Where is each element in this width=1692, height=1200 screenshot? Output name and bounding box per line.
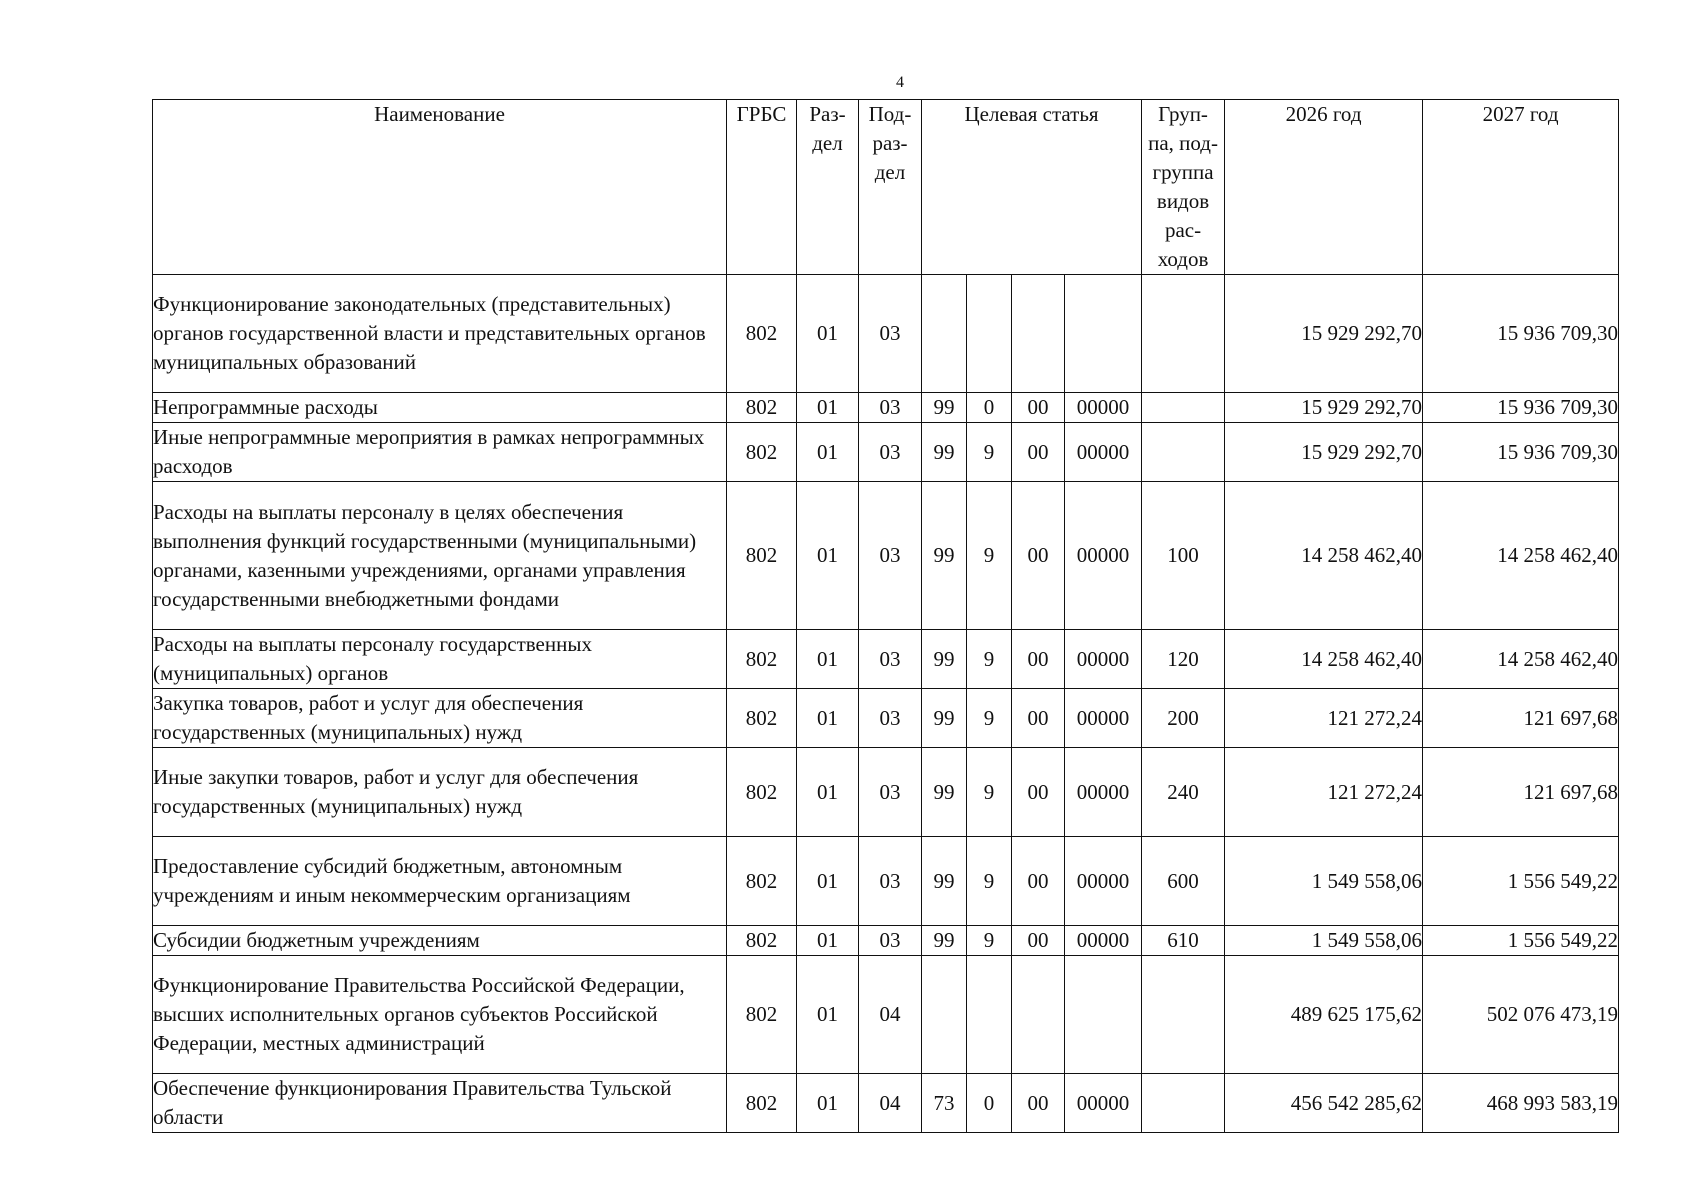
- row-amount-2026: 489 625 175,62: [1225, 956, 1423, 1074]
- row-target-subprogram: 9: [967, 837, 1012, 926]
- header-2026: 2026 год: [1225, 100, 1423, 275]
- row-podrazdel: 03: [859, 748, 922, 837]
- row-target-program: 99: [922, 630, 967, 689]
- row-target-subprogram: 9: [967, 482, 1012, 630]
- row-target-main-event: [1012, 275, 1065, 393]
- header-target-article: Целевая статья: [922, 100, 1142, 275]
- header-name: Наименование: [153, 100, 727, 275]
- row-target-program: [922, 956, 967, 1074]
- row-target-direction: 00000: [1065, 837, 1142, 926]
- row-target-subprogram: 9: [967, 748, 1012, 837]
- row-target-direction: 00000: [1065, 630, 1142, 689]
- row-razdel: 01: [797, 926, 859, 956]
- row-podrazdel: 03: [859, 423, 922, 482]
- row-expense-group: 100: [1142, 482, 1225, 630]
- row-podrazdel: 03: [859, 275, 922, 393]
- row-podrazdel: 03: [859, 926, 922, 956]
- row-grbs: 802: [727, 748, 797, 837]
- row-target-main-event: 00: [1012, 689, 1065, 748]
- row-razdel: 01: [797, 393, 859, 423]
- row-grbs: 802: [727, 482, 797, 630]
- table-row: [153, 837, 1619, 926]
- row-target-direction: 00000: [1065, 926, 1142, 956]
- header-grbs: ГРБС: [727, 100, 797, 275]
- row-target-program: [922, 275, 967, 393]
- row-amount-2027: 14 258 462,40: [1423, 630, 1619, 689]
- row-expense-group: [1142, 1074, 1225, 1133]
- budget-table: [152, 99, 1619, 1133]
- row-target-program: 99: [922, 393, 967, 423]
- row-grbs: 802: [727, 837, 797, 926]
- row-amount-2026: 121 272,24: [1225, 748, 1423, 837]
- row-amount-2027: 15 936 709,30: [1423, 393, 1619, 423]
- row-grbs: 802: [727, 423, 797, 482]
- row-amount-2026: 14 258 462,40: [1225, 630, 1423, 689]
- table-row: [153, 393, 1619, 423]
- row-target-direction: 00000: [1065, 1074, 1142, 1133]
- row-target-program: 99: [922, 423, 967, 482]
- row-podrazdel: 03: [859, 837, 922, 926]
- table-row: [153, 748, 1619, 837]
- row-razdel: 01: [797, 482, 859, 630]
- row-amount-2026: 1 549 558,06: [1225, 837, 1423, 926]
- row-podrazdel: 04: [859, 1074, 922, 1133]
- row-razdel: 01: [797, 689, 859, 748]
- row-target-main-event: 00: [1012, 926, 1065, 956]
- row-razdel: 01: [797, 423, 859, 482]
- row-amount-2026: 15 929 292,70: [1225, 275, 1423, 393]
- row-amount-2026: 456 542 285,62: [1225, 1074, 1423, 1133]
- row-grbs: 802: [727, 275, 797, 393]
- row-amount-2027: 15 936 709,30: [1423, 423, 1619, 482]
- row-name: Иные непрограммные мероприятия в рамках непрограммных расходов: [153, 423, 727, 482]
- row-razdel: 01: [797, 837, 859, 926]
- table-row: [153, 482, 1619, 630]
- row-target-main-event: 00: [1012, 748, 1065, 837]
- table-header-row: [153, 100, 1619, 275]
- header-podrazdel: Под- раз- дел: [859, 100, 922, 275]
- row-amount-2027: 121 697,68: [1423, 689, 1619, 748]
- row-amount-2026: 15 929 292,70: [1225, 393, 1423, 423]
- row-amount-2027: 15 936 709,30: [1423, 275, 1619, 393]
- header-razdel: Раз- дел: [797, 100, 859, 275]
- row-grbs: 802: [727, 926, 797, 956]
- table-row: [153, 689, 1619, 748]
- row-target-subprogram: 9: [967, 423, 1012, 482]
- table-row: [153, 926, 1619, 956]
- row-amount-2027: 502 076 473,19: [1423, 956, 1619, 1074]
- row-razdel: 01: [797, 1074, 859, 1133]
- row-expense-group: 200: [1142, 689, 1225, 748]
- row-amount-2027: 121 697,68: [1423, 748, 1619, 837]
- row-expense-group: [1142, 956, 1225, 1074]
- row-expense-group: [1142, 275, 1225, 393]
- row-target-program: 99: [922, 689, 967, 748]
- row-name: Функционирование Правительства Российской Федерации, высших исполнительных органов субъектов Российской Федерации, местных администраций: [153, 956, 727, 1074]
- row-target-main-event: 00: [1012, 1074, 1065, 1133]
- row-target-main-event: [1012, 956, 1065, 1074]
- table-row: [153, 275, 1619, 393]
- row-target-main-event: 00: [1012, 837, 1065, 926]
- row-target-program: 99: [922, 926, 967, 956]
- row-podrazdel: 03: [859, 482, 922, 630]
- table-row: [153, 630, 1619, 689]
- row-target-main-event: 00: [1012, 423, 1065, 482]
- row-amount-2026: 121 272,24: [1225, 689, 1423, 748]
- row-amount-2027: 468 993 583,19: [1423, 1074, 1619, 1133]
- row-razdel: 01: [797, 630, 859, 689]
- row-name: Расходы на выплаты персоналу в целях обеспечения выполнения функций государственными (муниципальными) органами, казенными учреждениями, органами управления государственными внебюджетными фондами: [153, 482, 727, 630]
- row-amount-2026: 14 258 462,40: [1225, 482, 1423, 630]
- row-name: Расходы на выплаты персоналу государственных (муниципальных) органов: [153, 630, 727, 689]
- row-amount-2026: 15 929 292,70: [1225, 423, 1423, 482]
- row-target-direction: [1065, 275, 1142, 393]
- row-target-subprogram: [967, 956, 1012, 1074]
- row-name: Функционирование законодательных (представительных) органов государственной власти и представительных органов муниципальных образований: [153, 275, 727, 393]
- row-expense-group: 600: [1142, 837, 1225, 926]
- row-name: Обеспечение функционирования Правительства Тульской области: [153, 1074, 727, 1133]
- table-row: [153, 956, 1619, 1074]
- row-target-direction: 00000: [1065, 689, 1142, 748]
- row-podrazdel: 03: [859, 689, 922, 748]
- row-expense-group: 240: [1142, 748, 1225, 837]
- row-target-direction: 00000: [1065, 393, 1142, 423]
- row-expense-group: 610: [1142, 926, 1225, 956]
- row-target-subprogram: 0: [967, 1074, 1012, 1133]
- row-podrazdel: 03: [859, 393, 922, 423]
- row-target-direction: [1065, 956, 1142, 1074]
- row-name: Иные закупки товаров, работ и услуг для обеспечения государственных (муниципальных) нужд: [153, 748, 727, 837]
- row-target-program: 99: [922, 748, 967, 837]
- row-razdel: 01: [797, 275, 859, 393]
- row-target-direction: 00000: [1065, 482, 1142, 630]
- table-row: [153, 423, 1619, 482]
- row-target-main-event: 00: [1012, 393, 1065, 423]
- row-amount-2026: 1 549 558,06: [1225, 926, 1423, 956]
- row-name: Субсидии бюджетным учреждениям: [153, 926, 727, 956]
- row-target-subprogram: 9: [967, 926, 1012, 956]
- row-target-direction: 00000: [1065, 423, 1142, 482]
- header-2027: 2027 год: [1423, 100, 1619, 275]
- table-body: [153, 275, 1619, 1133]
- row-target-subprogram: 9: [967, 630, 1012, 689]
- row-target-program: 99: [922, 482, 967, 630]
- row-target-program: 73: [922, 1074, 967, 1133]
- row-amount-2027: 1 556 549,22: [1423, 926, 1619, 956]
- row-razdel: 01: [797, 956, 859, 1074]
- row-target-main-event: 00: [1012, 630, 1065, 689]
- row-podrazdel: 04: [859, 956, 922, 1074]
- row-target-main-event: 00: [1012, 482, 1065, 630]
- row-target-subprogram: [967, 275, 1012, 393]
- row-grbs: 802: [727, 393, 797, 423]
- row-grbs: 802: [727, 1074, 797, 1133]
- row-expense-group: 120: [1142, 630, 1225, 689]
- table-row: [153, 1074, 1619, 1133]
- row-name: Непрограммные расходы: [153, 393, 727, 423]
- row-target-subprogram: 0: [967, 393, 1012, 423]
- row-grbs: 802: [727, 689, 797, 748]
- row-name: Предоставление субсидий бюджетным, автономным учреждениям и иным некоммерческим организациям: [153, 837, 727, 926]
- row-name: Закупка товаров, работ и услуг для обеспечения государственных (муниципальных) нужд: [153, 689, 727, 748]
- row-amount-2027: 14 258 462,40: [1423, 482, 1619, 630]
- row-grbs: 802: [727, 956, 797, 1074]
- row-podrazdel: 03: [859, 630, 922, 689]
- row-razdel: 01: [797, 748, 859, 837]
- header-expense-group: Груп- па, под- группа видов рас- ходов: [1142, 100, 1225, 275]
- row-expense-group: [1142, 393, 1225, 423]
- row-amount-2027: 1 556 549,22: [1423, 837, 1619, 926]
- row-grbs: 802: [727, 630, 797, 689]
- row-target-program: 99: [922, 837, 967, 926]
- row-target-direction: 00000: [1065, 748, 1142, 837]
- page-number: 4: [896, 74, 904, 91]
- row-target-subprogram: 9: [967, 689, 1012, 748]
- row-expense-group: [1142, 423, 1225, 482]
